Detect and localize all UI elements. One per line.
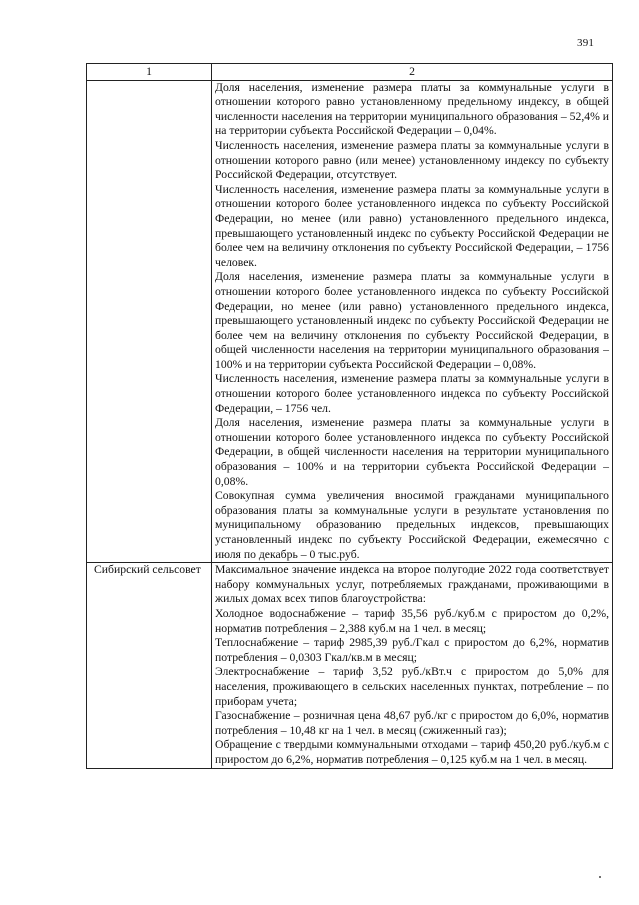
paragraph: Численность населения, изменение размера платы за коммунальные услуги в отношении которого более установленного индекса по субъекту Российской Федерации, – 1756 чел.: [215, 372, 609, 415]
scan-speck: [599, 876, 601, 878]
document-table: [86, 63, 613, 769]
paragraph: Обращение с твердыми коммунальными отходами – тариф 450,20 руб./куб.м с приростом до 6,2%, норматив потребления – 0,125 куб.м на 1 чел. в месяц.: [215, 738, 609, 766]
paragraph: Газоснабжение – розничная цена 48,67 руб./кг с приростом до 6,0%, норматив потребления – 10,48 кг на 1 чел. в месяц (сжиженный газ);: [215, 709, 609, 737]
paragraph: Теплоснабжение – тариф 2985,39 руб./Гкал с приростом до 6,2%, норматив потребления – 0,0303 Гкал/кв.м в месяц;: [215, 636, 609, 664]
description-cell: [212, 563, 613, 768]
paragraph: Электроснабжение – тариф 3,52 руб./кВт.ч с приростом до 5,0% для населения, проживающего в сельских населенных пунктах, потребление – по приборам учета;: [215, 665, 609, 708]
description-cell: [212, 80, 613, 563]
paragraph: Численность населения, изменение размера платы за коммунальные услуги в отношении которого равно (или менее) установленному индексу по субъекту Российской Федерации, отсутствует.: [215, 138, 609, 182]
paragraph: Численность населения, изменение размера платы за коммунальные услуги в отношении которого более установленного индекса по субъекту Российской Федерации, но менее (или равно) установленного предельного индекса, превышающего установленный индекс по субъекту Российской Федерации не более чем на величину отклонения по субъекту Российской Федерации, – 1756 человек.: [215, 182, 609, 269]
table-row: [87, 563, 613, 768]
paragraph: Холодное водоснабжение – тариф 35,56 руб./куб.м с приростом до 0,2%, норматив потребления – 2,388 куб.м на 1 чел. в месяц;: [215, 606, 609, 635]
region-cell: [87, 563, 212, 768]
paragraph: Максимальное значение индекса на второе полугодие 2022 года соответствует набору коммунальных услуг, потребляемых гражданами, проживающими в жилых домах всех типов благоустройства:: [215, 563, 609, 606]
paragraph: Доля населения, изменение размера платы за коммунальные услуги в отношении которого более установленного индекса по субъекту Российской Федерации, в общей численности населения на территории муниципального образования – 100% и на территории субъекта Российской Федерации – 0,08%.: [215, 416, 609, 488]
paragraph: Совокупная сумма увеличения вносимой гражданами муниципального образования платы за коммунальные услуги в результате установления по муниципальному образованию предельных индексов, превышающих установленный индекс по субъекту Российской Федерации, ежемесячно с июля по декабрь – 0 тыс.руб.: [215, 489, 609, 561]
region-cell: [87, 80, 212, 563]
page-number: 391: [577, 37, 595, 49]
paragraph: Доля населения, изменение размера платы за коммунальные услуги в отношении которого равно установленному предельному индексу, в общей численности населения на территории муниципального образования – 52,4% и на территории субъекта Российской Федерации – 0,04%.: [215, 80, 609, 138]
column-header-1: 1: [87, 64, 212, 81]
region-name: Сибирский сельсовет: [94, 563, 201, 577]
paragraph: Доля населения, изменение размера платы за коммунальные услуги в отношении которого более установленного индекса по субъекту Российской Федерации, но менее (или равно) установленного предельного индекса, превышающего установленный индекс по субъекту Российской Федерации не более чем на величину отклонения по субъекту Российской Федерации, в общей численности населения на территории муниципального образования – 100% и на территории субъекта Российской Федерации – 0,08%.: [215, 270, 609, 371]
table-header-row: [87, 64, 613, 81]
table-row: [87, 80, 613, 563]
column-header-2: 2: [212, 64, 613, 81]
